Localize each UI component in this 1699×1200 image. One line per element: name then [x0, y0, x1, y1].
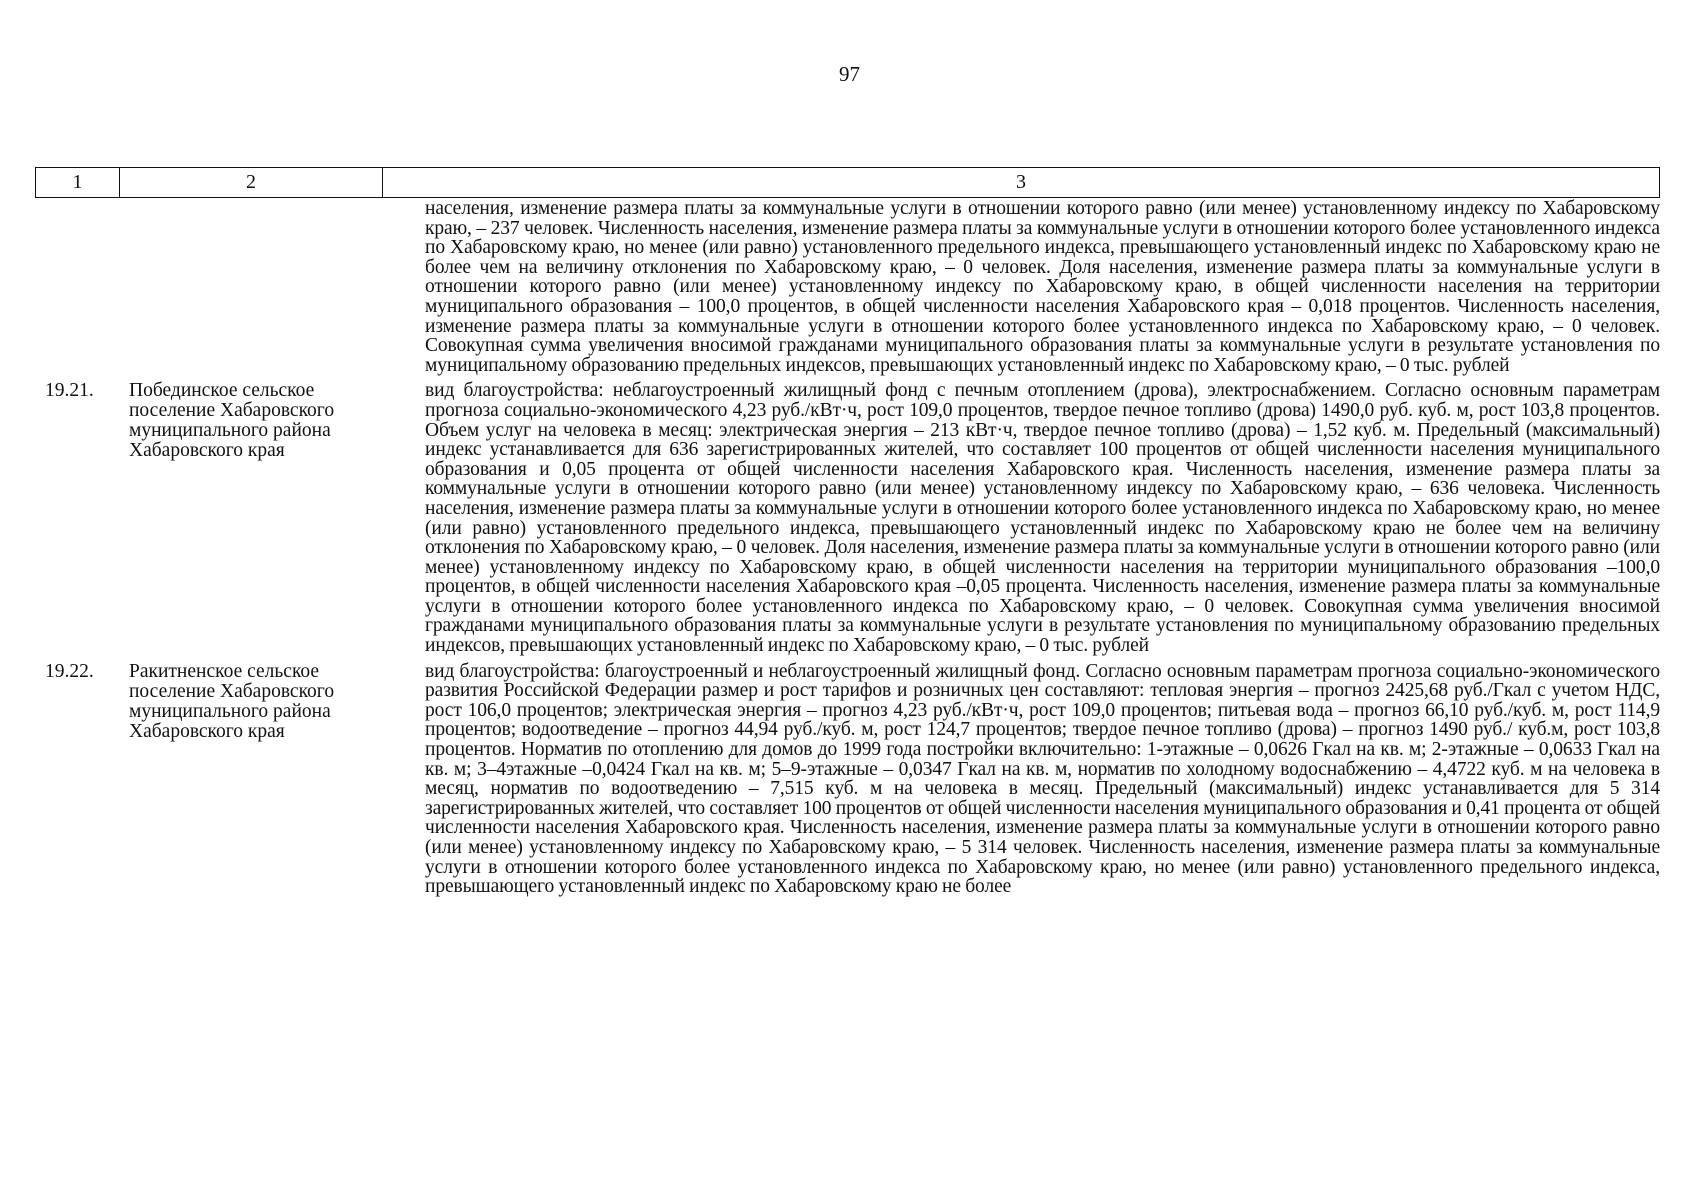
row-description: населения, изменение размера платы за коммунальные услуги в отношении которого равно (или менее) установленному индексу по Хабаровскому краю, – 237 человек. Численность населения, изменение размера платы за коммунальные услуги в отношении которого более установленного индекса по Хабаровскому краю, но менее (или равно) установленного предельного индекса, превышающего установленный индекс по Хабаровскому краю не более чем на величину отклонения по Хабаровскому краю, – 0 человек. Доля населения, изменение размера платы за коммунальные услуги в отношении которого равно (или менее) установленному индексу по Хабаровскому краю, в общей численности населения на территории муниципального образования – 100,0 процентов, в общей численности населения Хабаровского края – 0,018 процентов. Численность населения, изменение размера платы за коммунальные услуги в отношении которого более установленного индекса по Хабаровскому краю, – 0 человек. Совокупная сумма увеличения вносимой гражданами муниципального образования платы за коммунальные услуги в результате установления по муниципальному образованию предельных индексов, превышающих установленный индекс по Хабаровскому краю, – 0 тыс. рублей [425, 198, 1660, 376]
table-body [35, 199, 1660, 897]
header-col-1: 1 [36, 168, 120, 197]
row-municipality-name: Ракитненское сельское поселение Хабаровского муниципального района Хабаровского края [129, 660, 335, 742]
row-number: 19.21. [45, 380, 94, 402]
page-number: 97 [839, 62, 860, 86]
row-municipality-name: Побединское сельское поселение Хабаровского муниципального района Хабаровского края [129, 380, 335, 462]
table-row [35, 381, 1660, 655]
table-row [35, 662, 1660, 897]
table-row [35, 199, 1660, 375]
row-description: вид благоустройства: благоустроенный и неблагоустроенный жилищный фонд. Согласно основным параметрам прогноза социально-экономического развития Российской Федерации размер и рост тарифов и розничных цен составляют: тепловая энергия – прогноз 2425,68 руб./Гкал с учетом НДС, рост 106,0 процентов; электрическая энергия – прогноз 4,23 руб./кВт·ч, рост 109,0 процентов; питьевая вода – прогноз 66,10 руб./куб. м, рост 114,9 процентов; водоотведение – прогноз 44,94 руб./куб. м, рост 124,7 процентов; твердое печное топливо (дрова) – прогноз 1490 руб./ куб.м, рост 103,8 процентов. Норматив по отоплению для домов до 1999 года постройки включительно: 1-этажные – 0,0626 Гкал на кв. м; 2-этажные – 0,0633 Гкал на кв. м; 3–4этажные –0,0424 Гкал на кв. м; 5–9-этажные – 0,0347 Гкал на кв. м, норматив по холодному водоснабжению – 4,4722 куб. м на человека в месяц, норматив по водоотведению – 7,515 куб. м на человека в месяц. Предельный (максимальный) индекс устанавливается для 5 314 зарегистрированных жителей, что составляет 100 процентов от общей численности населения муниципального образования и 0,41 процента от общей численности населения Хабаровского края. Численность населения, изменение размера платы за коммунальные услуги в отношении которого равно (или менее) установленному индексу по Хабаровскому краю, – 5 314 человек. Численность населения, изменение размера платы за коммунальные услуги в отношении которого более установленного индекса по Хабаровскому краю, но менее (или равно) установленного предельного индекса, превышающего установленный индекс по Хабаровскому краю не более [425, 660, 1660, 898]
header-col-2: 2 [120, 168, 383, 197]
row-number: 19.22. [45, 660, 94, 682]
table-header [35, 167, 1660, 198]
header-col-3: 3 [1016, 171, 1026, 193]
row-description: вид благоустройства: неблагоустроенный жилищный фонд с печным отоплением (дрова), электроснабжением. Согласно основным параметрам прогноза социально-экономического 4,23 руб./кВт·ч, рост 109,0 процентов, твердое печное топливо (дрова) 1490,0 руб. куб. м, рост 103,8 процентов. Объем услуг на человека в месяц: электрическая энергия – 213 кВт·ч, твердое печное топливо (дрова) – 1,52 куб. м. Предельный (максимальный) индекс устанавливается для 636 зарегистрированных жителей, что составляет 100 процентов от общей численности населения муниципального образования и 0,05 процента от общей численности населения Хабаровского края. Численность населения, изменение размера платы за коммунальные услуги в отношении которого равно (или менее) установленному индексу по Хабаровскому краю, – 636 человека. Численность населения, изменение размера платы за коммунальные услуги в отношении которого более установленного индекса по Хабаровскому краю, но менее (или равно) установленного предельного индекса, превышающего установленный индекс по Хабаровскому краю не более чем на величину отклонения по Хабаровскому краю, – 0 человек. Доля населения, изменение размера платы за коммунальные услуги в отношении которого равно (или менее) установленному индексу по Хабаровскому краю, в общей численности населения на территории муниципального образования –100,0 процентов, в общей численности населения Хабаровского края –0,05 процента. Численность населения, изменение размера платы за коммунальные услуги в отношении которого более установленного индекса по Хабаровскому краю, – 0 человек. Совокупная сумма увеличения вносимой гражданами муниципального образования платы за коммунальные услуги в результате установления по муниципальному образованию предельных индексов, превышающих установленный индекс по Хабаровскому краю, – 0 тыс. рублей [425, 380, 1660, 657]
